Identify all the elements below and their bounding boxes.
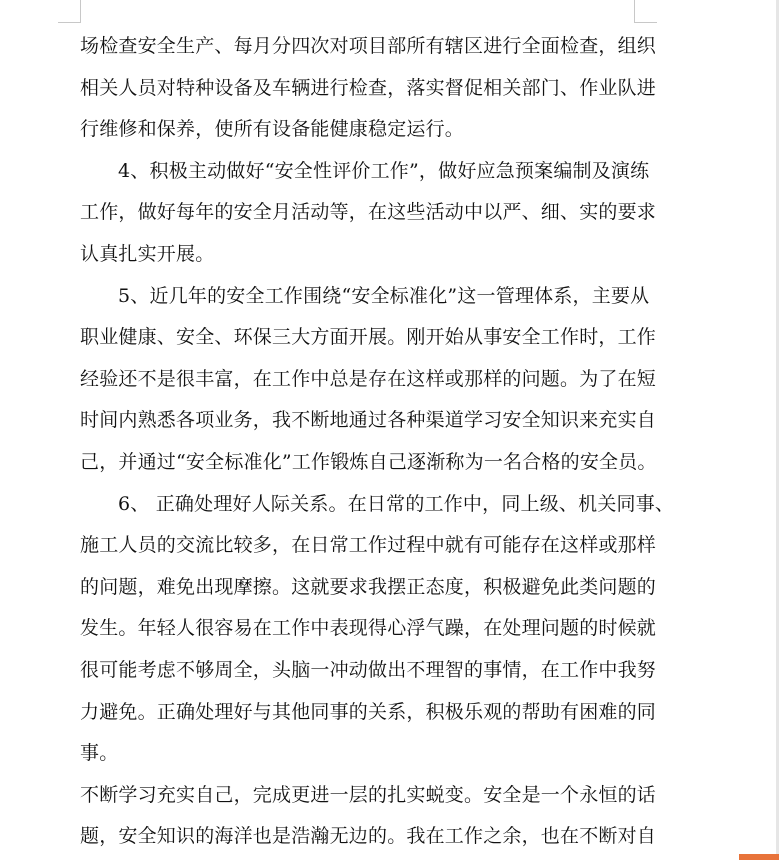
text-line: 己，并通过“安全标准化”工作锻炼自己逐渐称为一名合格的安全员。 (80, 450, 657, 473)
text-line: 时间内熟悉各项业务，我不断地通过各种渠道学习安全知识来充实自 (80, 409, 657, 432)
text-line: 5、近几年的安全工作围绕“安全标准化”这一管理体系，主要从 (118, 284, 650, 307)
paragraph-5 (80, 775, 657, 858)
margin-corner-top-right (634, 0, 657, 23)
paragraph-4 (80, 484, 675, 775)
text-line: 不断学习充实自己，完成更进一层的扎实蜕变。安全是一个永恒的话 (80, 783, 657, 806)
text-line: 力避免。正确处理好与其他同事的关系，积极乐观的帮助有困难的同 (80, 700, 657, 723)
text-line: 施工人员的交流比较多，在日常工作过程中就有可能存在这样或那样 (80, 534, 657, 557)
text-line: 事。 (80, 742, 119, 765)
text-line: 职业健康、安全、环保三大方面开展。刚开始从事安全工作时，工作 (80, 326, 657, 349)
scroll-accent-mark (739, 854, 779, 860)
text-line: 题，安全知识的海洋也是浩瀚无边的。我在工作之余，也在不断对自 (80, 825, 657, 848)
text-line: 6、 正确处理好人际关系。在日常的工作中，同上级、机关同事、 (118, 492, 675, 515)
text-line: 认真扎实开展。 (80, 242, 215, 265)
text-line: 场检查安全生产、每月分四次对项目部所有辖区进行全面检查，组织 (80, 35, 657, 57)
margin-corner-top-left (58, 0, 81, 23)
text-line: 4、积极主动做好“安全性评价工作”，做好应急预案编制及演练 (118, 159, 650, 182)
text-line: 行维修和保养，使所有设备能健康稳定运行。 (80, 118, 465, 141)
text-line: 工作，做好每年的安全月活动等，在这些活动中以严、细、实的要求 (80, 201, 657, 224)
text-line: 发生。年轻人很容易在工作中表现得心浮气躁，在处理问题的时候就 (80, 617, 657, 640)
paragraph-3 (80, 276, 657, 484)
text-line: 相关人员对特种设备及车辆进行检查，落实督促相关部门、作业队进 (80, 76, 657, 99)
document-body[interactable] (80, 26, 675, 858)
text-line: 的问题，难免出现摩擦。这就要求我摆正态度，积极避免此类问题的 (80, 575, 657, 598)
paragraph-1 (80, 26, 657, 151)
text-line: 很可能考虑不够周全，头脑一冲动做出不理智的事情，在工作中我努 (80, 658, 657, 681)
text-line: 经验还不是很丰富，在工作中总是存在这样或那样的问题。为了在短 (80, 367, 657, 390)
paragraph-2 (80, 151, 657, 276)
